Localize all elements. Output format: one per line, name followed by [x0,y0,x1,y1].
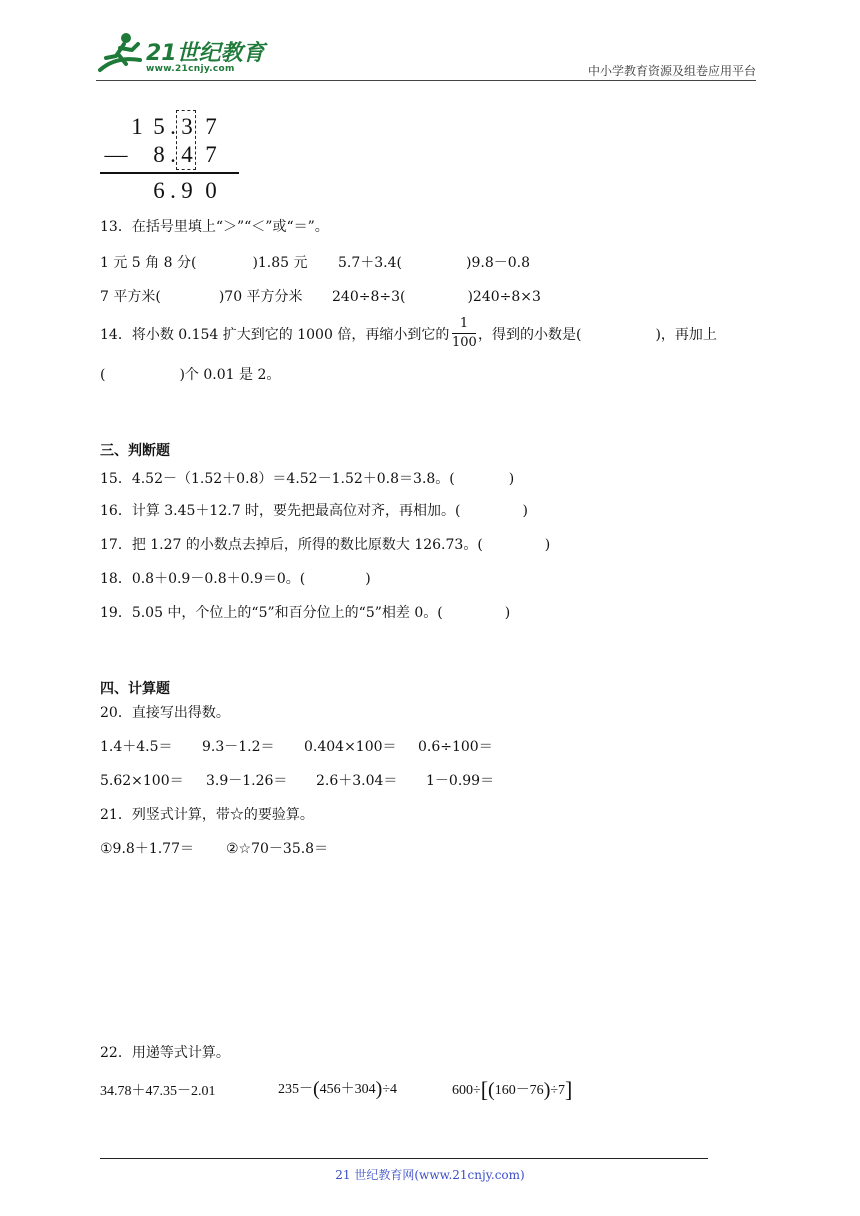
q21-item: ①9.8＋1.77＝ [100,841,194,857]
q20-item: 5.62×100＝ [100,773,184,789]
q13-item: 1 元 5 角 8 分( )1.85 元 [100,255,308,271]
vertical-digit: 7 [205,114,217,139]
vertical-digit: 0 [205,178,217,203]
q22-expression-2: 235－(456＋304)÷4 [278,1078,398,1100]
section-title-judgement: 三、判断题 [100,443,170,459]
vertical-digit: 6 [153,178,165,203]
q22-expression-1: 34.78＋47.35－2.01 [100,1084,216,1099]
question-19: 19．5.05 中，个位上的“5”和百分位上的“5”相差 0。( ) [100,605,511,621]
logo [96,30,266,80]
q20-item: 2.6＋3.04＝ [316,773,398,789]
question-14-line1-tail: ，得到的小数是( )，再加上 [478,327,717,343]
vertical-digit: 5 [153,114,165,139]
platform-name: 中小学教育资源及组卷应用平台 [587,64,756,78]
q13-item: 240÷8÷3( )240÷8×3 [332,289,541,305]
q20-item: 0.404×100＝ [304,739,397,755]
q20-item: 3.9－1.26＝ [206,773,288,789]
vertical-digit: . [170,178,176,203]
question-16: 16．计算 3.45＋12.7 时，要先把最高位对齐，再相加。( ) [100,503,528,519]
header-divider [96,80,756,81]
q13-item: 7 平方米( )70 平方分米 [100,289,303,305]
vertical-digit: 9 [181,178,193,203]
question-21: 21．列竖式计算，带☆的要验算。 [100,807,314,823]
logo-main-text: 21世纪教育 [146,41,265,66]
q20-item: 1－0.99＝ [426,773,495,789]
question-13: 13．在括号里填上“＞”“＜”或“＝”。 [100,219,329,235]
q21-item: ②☆70－35.8＝ [226,841,329,857]
q13-item: 5.7＋3.4( )9.8－0.8 [338,255,530,271]
q20-item: 0.6÷100＝ [418,739,493,755]
q20-item: 1.4＋4.5＝ [100,739,173,755]
fraction-one-hundredth: 1 100 [452,316,477,350]
question-14-line1: 14．将小数 0.154 扩大到它的 1000 倍，再缩小到它的 [100,327,450,343]
vertical-digit: 7 [205,142,217,167]
runner-logo-icon [96,30,144,74]
question-14-line2: ( )个 0.01 是 2。 [100,367,281,383]
question-17: 17．把 1.27 的小数点去掉后，所得的数比原数大 126.73。( ) [100,537,551,553]
question-15: 15．4.52－（1.52＋0.8）＝4.52－1.52＋0.8＝3.8。( ) [100,471,515,487]
vertical-digit: 1 [131,114,143,139]
vertical-digit: 4 [181,142,193,167]
vertical-digit: . [170,142,176,167]
logo-url-text: www.21cnjy.com [146,64,235,74]
section-title-calculation: 四、计算题 [100,681,170,697]
footer-divider [100,1158,708,1159]
vertical-digit: . [170,114,176,139]
question-20: 20．直接写出得数。 [100,705,230,721]
minus-sign: — [104,142,128,167]
q22-expression-3: 600÷[(160－76)÷7] [452,1077,573,1102]
footer-site-name: 21 世纪教育网(www.21cnjy.com) [335,1168,525,1182]
question-22: 22．用递等式计算。 [100,1045,230,1061]
q20-item: 9.3－1.2＝ [202,739,275,755]
dashed-highlight-box [176,110,196,170]
question-18: 18．0.8＋0.9－0.8＋0.9＝0。( ) [100,571,371,587]
calc-underline [100,172,239,174]
vertical-digit: 3 [181,114,193,139]
vertical-digit: 8 [153,142,165,167]
